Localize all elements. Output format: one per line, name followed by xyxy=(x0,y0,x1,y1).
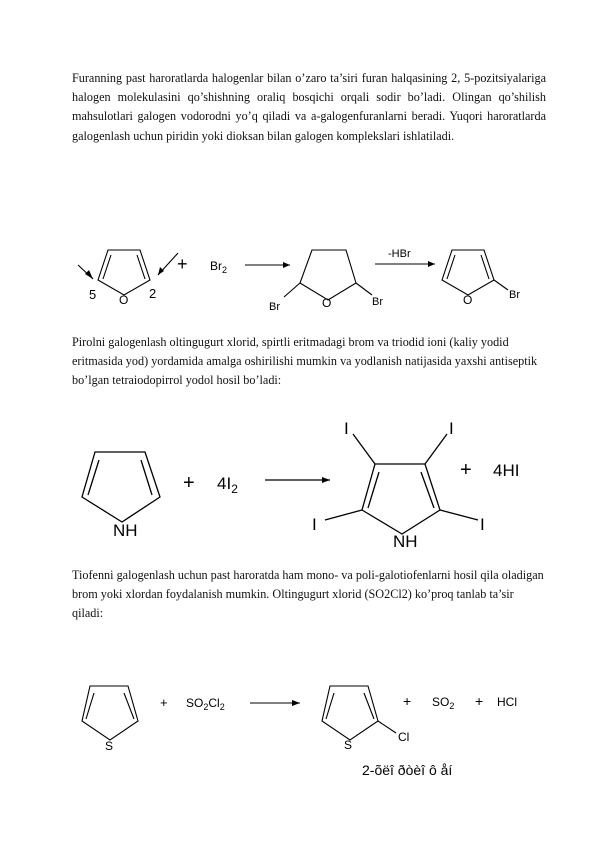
tetraiodopyrrole-ring xyxy=(362,464,440,534)
position-5-label: 5 xyxy=(89,287,97,302)
bromine-reagent: $Br_2$ xyxy=(210,259,228,275)
iodine-reagent: $4I_2$ xyxy=(217,474,238,496)
iodine-atom: I xyxy=(344,419,349,438)
thiophene-ring xyxy=(82,686,138,740)
plus-sign: + xyxy=(177,254,188,274)
hi-byproduct: 4HI xyxy=(493,461,520,480)
arrowhead xyxy=(292,700,300,706)
plus-sign: + xyxy=(403,693,412,709)
sulfuryl-chloride-reagent: $SO_2Cl_2$ xyxy=(186,696,225,712)
plus-sign: + xyxy=(183,472,195,494)
furan-ring xyxy=(98,250,150,295)
hbr-elimination-label: -HBr xyxy=(388,248,411,260)
arrowhead xyxy=(428,261,435,267)
plus-sign: + xyxy=(160,695,168,710)
pyrrole-iodination-scheme xyxy=(0,412,595,562)
hcl-byproduct: HCl xyxy=(497,695,517,709)
position-2-label: 2 xyxy=(149,286,157,301)
pyrrole-ring xyxy=(82,452,160,522)
oxygen-atom: O xyxy=(119,293,129,307)
iodine-atom: I xyxy=(449,419,454,438)
sulfur-atom: S xyxy=(105,739,114,753)
chlorine-atom: Cl xyxy=(398,730,410,744)
product-name-label: 2-õëî ðòèî ô åí xyxy=(362,762,453,778)
oxygen-atom: O xyxy=(463,293,473,307)
arrowhead xyxy=(158,267,164,275)
product-nh-group: NH xyxy=(393,532,418,551)
product-bromine-label: Br xyxy=(509,289,520,301)
bromine-left-label: Br xyxy=(269,301,280,313)
arrowhead xyxy=(283,262,290,268)
nh-group: NH xyxy=(113,521,138,540)
arrowhead xyxy=(322,477,330,483)
paragraph-thiophene-halogenation: Tiofenni galogenlash uchun past haroratda ham mono- va poli-galotiofenlarni hosil qila oladigan brom yoki xlordan foydalanish mumkin. Oltingugurt xlorid (SO2Cl2) ko’proq tanlab ta’sir qiladi: xyxy=(72,568,544,621)
dibromo-ring xyxy=(300,250,356,300)
plus-sign: + xyxy=(475,693,484,709)
plus-sign: + xyxy=(460,459,472,481)
sulfur-atom: S xyxy=(344,738,353,752)
iodine-atom: I xyxy=(480,515,485,534)
paragraph-pyrrole-halogenation: Pirolni galogenlash oltingugurt xlorid, spirtli eritmadagi brom va triodid ioni (kaliy yodid eritmasida yod) yordamida amalga oshirilishi mumkin va yodlanish natijasida yaxshi antiseptik bo’lgan tetraiodopirrol yodol hosil bo’ladi: xyxy=(72,335,538,388)
oxygen-atom: O xyxy=(322,296,332,310)
chlorothiophene-ring xyxy=(322,686,378,740)
furan-bromination-scheme xyxy=(0,225,595,325)
thiophene-chlorination-scheme xyxy=(0,675,595,785)
arrowhead xyxy=(85,270,93,279)
so2-byproduct: $SO_2$ xyxy=(432,695,455,711)
iodine-atom: I xyxy=(312,515,317,534)
bromofuran-ring xyxy=(442,250,494,295)
paragraph-furan-halogenation: Furanning past haroratlarda halogenlar bilan o’zaro ta’siri furan halqasining 2, 5-pozitsiyalariga halogen molekulasini qo’shishning oraliq bosqichi orqali sodir bo’ladi. Olingan qo’shilish mahsulotlari galogen vodorodni yo’q qiladi va a-galogenfuranlarni beradi. Yuqori haroratlarda galogenlash uchun piridin yoki dioksan bilan galogen komplekslari ishlatiladi. xyxy=(72,71,546,143)
bromine-right-label: Br xyxy=(372,296,383,308)
